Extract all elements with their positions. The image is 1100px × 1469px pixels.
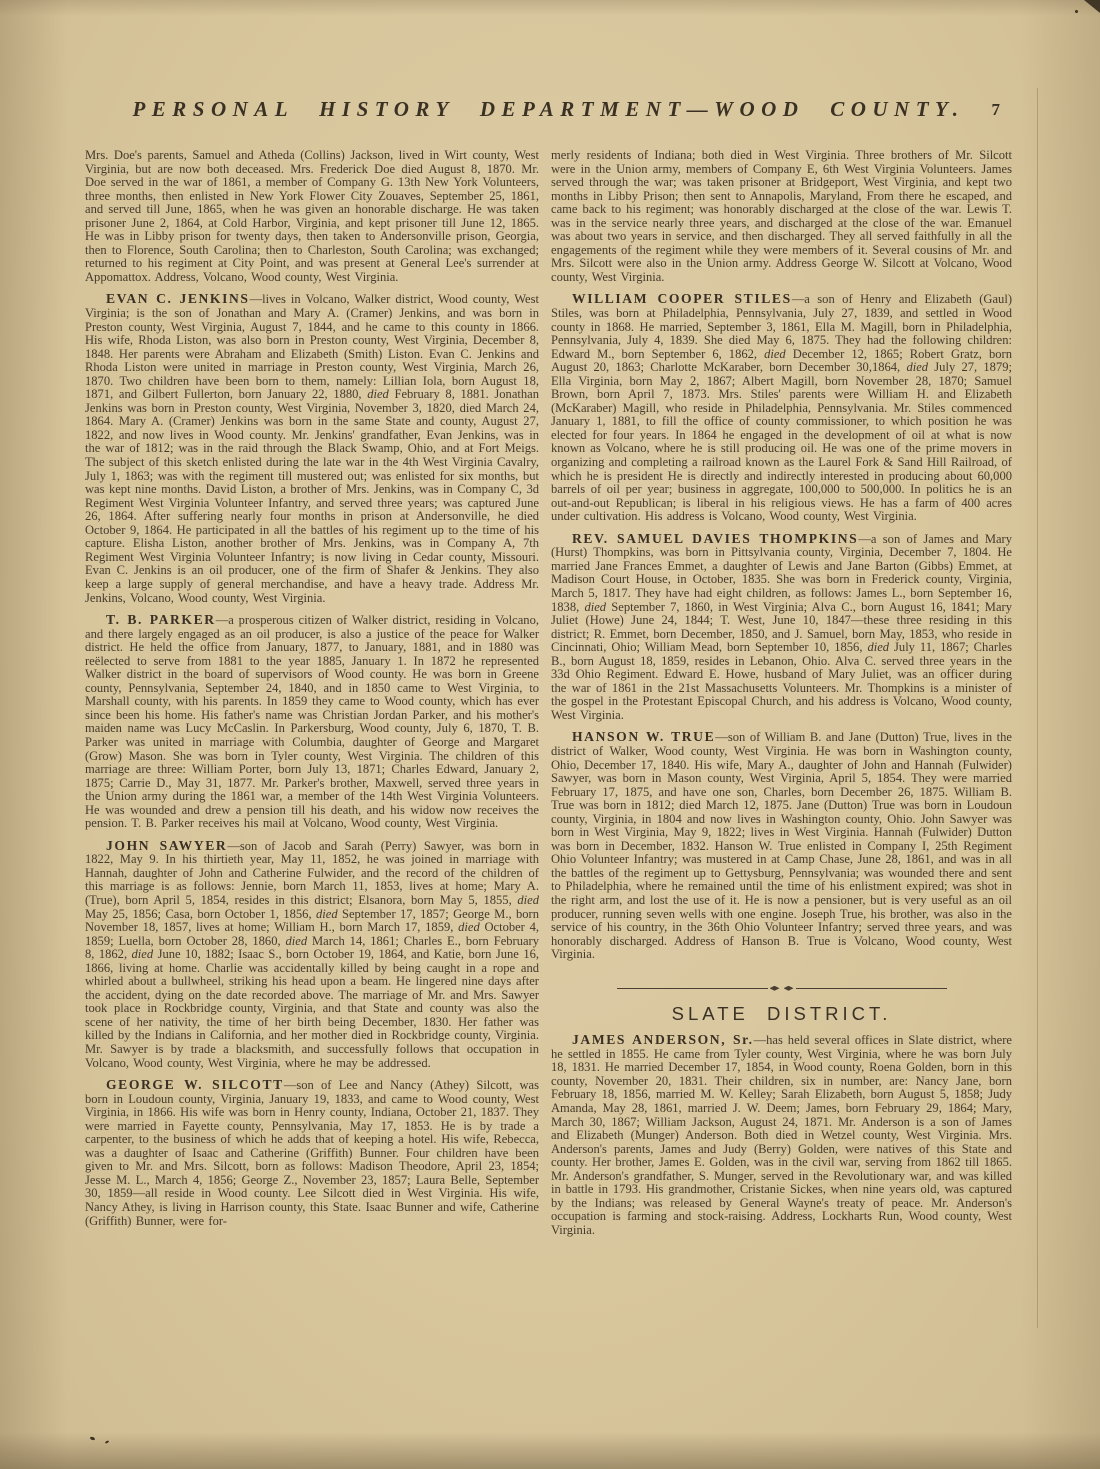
- scan-speck: [90, 1436, 96, 1441]
- page-header: [85, 97, 1012, 122]
- bio-entry-rev-samuel-davies-thompkins: REV. SAMUEL DAVIES THOMPKINS—a son of James and Mary (Hurst) Thompkins, was born in Pittsylvania county, Virginia, December 7, 1804. He married Jane Frances Emmet, a daughter of Lewis and Jane Barton (Gibbs) Emmet, at Madison Court House, in October, 1835. She was born in Frederick county, Virginia, March 5, 1817. They have had eight children, as follows: James L., born September 16, 1838, died September 7, 1860, in West Virginia; Alva C., born August 16, 1841; Mary Juliet (Howe) June 24, 1844; T. West, June 10, 1847—these three residing in this district; R. Emmet, born December, 1850, and J. Samuel, born May, 1853, who reside in Cincinnati, Ohio; William Mead, born September 10, 1856, died July 11, 1867; Charles B., born August 18, 1859, resides in Lebanon, Ohio. Alva C. served three years in the 33d Ohio Regiment. Edward E. Howe, husband of Mary Juliet, was an officer during the war of 1861 in the 21st Massachusetts Volunteers. Mr. Thompkins is a minister of the gospel in the Protestant Episcopal Church, and his address is Volcano, Wood county, West Virginia.: [551, 530, 1013, 722]
- entry-heading: EVAN C. JENKINS: [106, 291, 250, 307]
- divider-diamond-icon: [784, 986, 794, 991]
- divider-rule: [617, 988, 768, 989]
- right-column: [551, 149, 1012, 1245]
- entry-heading: GEORGE W. SILCOTT: [106, 1077, 284, 1093]
- bio-entry-hanson-w-true: HANSON W. TRUE—son of William B. and Jane (Dutton) True, lives in the district of Walker, Wood county, West Virginia. He was born in Washington county, Ohio, December 17, 1840. His wife, Mary A., daughter of John and Hannah (Fulwider) Sawyer, was born in Mason county, West Virginia, April 5, 1854. They were married February 17, 1875, and have one son, Charles, born December 26, 1875. William B. True was born in 1812; died March 12, 1875. Jane (Dutton) True was born in Loudoun county, Virginia, in 1804 and now lives in Washington county, Ohio. John Sawyer was born in West Virginia, May 9, 1822; lives in West Virginia. Hannah (Fulwider) Dutton was born in December, 1832. Hanson W. True enlisted in Company I, 25th Regiment Ohio Volunteer Infantry; was mustered in at Camp Chase, June 28, 1861, and was in all the battles of the regiment up to Gettysburg, Pennsylvania; was wounded there and sent to Philadelphia, where he remained until the time of his enlistment expired; was shot in the right arm, and lost the use of it. He is now a pensioner, but is very useful as an oil producer, running seven wells with one engine. Joseph True, his brother, was also in the service of his country, in the 36th Ohio Volunteer Infantry; served three years, and was honorably discharged. Address of Hanson B. True is Volcano, Wood county, West Virginia.: [551, 729, 1012, 962]
- page-gutter-line: [1037, 88, 1038, 1328]
- entry-heading: HANSON W. TRUE: [572, 729, 716, 745]
- divider-diamond-icon: [770, 986, 780, 991]
- page-title: PERSONAL HISTORY DEPARTMENT—WOOD COUNTY.: [132, 97, 965, 121]
- bio-entry-evan-c-jenkins: EVAN C. JENKINS—lives in Volcano, Walker district, Wood county, West Virginia; is the son of Jonathan and Mary A. (Cramer) Jenkins, and was born in Preston county, West Virginia, August 7, 1844, and he came to this county in 1866. His wife, Rhoda Liston, was also born in Preston county, West Virginia, December 8, 1848. Her parents were Abraham and Elizabeth (Smith) Liston. Evan C. Jenkins and Rhoda Liston were united in marriage in Preston county, West Virginia, March 26, 1870. Two children have been born to them, namely: Lillian Iola, born August 18, 1871, and Gilbert Fullerton, born January 22, 1880, died February 8, 1881. Jonathan Jenkins was born in Preston county, West Virginia, November 3, 1820, died March 24, 1864. Mary A. (Cramer) Jenkins was born in the same State and county, August 27, 1822, and now lives in Wood county. Mr. Jenkins' grandfather, Evan Jenkins, was in the war of 1812; was in the raid through the Black Swamp, Ohio, and at Fort Meigs. The subject of this sketch enlisted during the late war in the 4th West Virginia Cavalry, July 1, 1863; was with the regiment till mustered out; was enlisted for six months, but was kept nine months. David Liston, a brother of Mrs. Jenkins, was in Company C, 3d Regiment West Virginia Volunteer Infantry, and served three years; was captured June 26, 1864. After suffering nearly four months in prison at Andersonville, he died October 9, 1864. He participated in all the battles of his regiment up to the time of his capture. Elisha Liston, another brother of Mrs. Jenkins, was in Company A, 7th Regiment West Virginia Volunteer Infantry; is now living in Cedar county, Missouri. Evan C. Jenkins is an oil producer, one of the firm of Shafer & Jenkins. They also keep a large supply of general merchandise, and have a heavy trade. Address Mr. Jenkins, Volcano, Wood county, West Virginia.: [85, 291, 539, 605]
- bio-entry-t-b-parker: T. B. PARKER—a prosperous citizen of Walker district, residing in Volcano, and there largely engaged as an oil producer, is also a justice of the peace for Walker district. He held the office from January, 1877, to January, 1881, and in 1880 was reëlected to serve from 1881 to the year 1885, January 1. In 1872 he represented Walker district in the board of supervisors of Wood county. He was born in Greene county, Pennsylvania, September 24, 1840, and in 1850 came to West Virginia, to Marshall county, with his parents. In 1859 they came to Wood county, which has ever since been his home. His father's name was Christian Jordan Parker, and his mother's maiden name was Lucy McCaslin. In Parkersburg, Wood county, July 6, 1870, T. B. Parker was united in marriage with Columbia, daughter of George and Margaret (Grow) Mason. She was born in Tyler county, West Virginia. The children of this marriage are three: William Porter, born July 13, 1871; Charles Edward, January 2, 1875; Carrie D., May 31, 1877. Mr. Parker's brother, Maxwell, served three years in the Union army during the 1861 war, a member of the 14th West Virginia Volunteers. He was wounded and drew a pension till his death, and his widow now receives the pension. T. B. Parker receives his mail at Volcano, Wood county, West Virginia.: [85, 612, 539, 831]
- bio-entry-james-anderson-sr: JAMES ANDERSON, Sr.—has held several offices in Slate district, where he settled in 1855. He came from Tyler county, West Virginia, where he was born July 18, 1831. He married December 17, 1854, in Wood county, Roena Golden, born in this county, November 20, 1831. Their children, six in number, are: Nancy Jane, born February 18, 1856, married M. W. Kelley; Sarah Elizabeth, born August 5, 1858; Judy Amanda, May 28, 1861, married J. W. Deem; James, born February 29, 1864; Mary, March 30, 1867; William Jackson, August 24, 1871. Mr. Anderson is a son of James and Elizabeth (Munger) Anderson. Both died in Wetzel county, West Virginia. Mrs. Anderson's parents, James and Judy (Berry) Golden, were natives of this State and county. Her brother, James E. Golden, was in the civil war, serving from 1862 till 1865. Mr. Anderson's grandfather, S. Munger, served in the Revolutionary war, and was killed in battle in 1793. His grandmother, Cristanie Sickes, when nine years old, was captured by the Indians; was released by General Wayne's treaty of peace. Mr. Anderson's occupation is farming and stock-raising. Address, Lockharts Run, Wood county, West Virginia.: [551, 1032, 1012, 1237]
- silcott-continuation: merly residents of Indiana; both died in West Virginia. Three brothers of Mr. Silcott were in the Union army, members of Company E, 6th West Virginia Volunteers. James served through the war; was taken prisoner at Bridgeport, West Virginia, and kept two months in Libby Prison; then sent to Annapolis, Maryland, From there he escaped, and came back to his regiment; was honorably discharged at the close of the war. Lewis T. was in the service nearly three years, and discharged at the close of the war. Emanuel was about two years in service, and then discharged. They all served faithfully in all the engagements of the regiment while they were members of it. Several cousins of Mr. and Mrs. Silcott were also in the Union army. Address George W. Silcott at Volcano, Wood county, West Virginia.: [551, 148, 1012, 284]
- entry-heading: JAMES ANDERSON, Sr.: [572, 1032, 754, 1048]
- left-column: [85, 149, 539, 1236]
- divider-rule: [796, 988, 947, 989]
- page-number: 7: [991, 100, 1000, 119]
- slate-district-heading: SLATE DISTRICT.: [671, 1002, 892, 1024]
- scan-corner-mark: [1084, 0, 1100, 13]
- scan-speck: [1075, 10, 1078, 13]
- bio-entry-william-cooper-stiles: WILLIAM COOPER STILES—a son of Henry and Elizabeth (Gaul) Stiles, was born at Philadelphia, Pennsylvania, July 27, 1839, and settled in Wood county in 1868. He married, September 3, 1861, Ella M. Magill, born in Philadelphia, Pennsylvania, July 4, 1839. She died May 6, 1875. They had the following children: Edward M., born September 6, 1862, died December 12, 1865; Robert Gratz, born August 20, 1863; Charlotte McKaraber, born December 30,1864, died July 27, 1879; Ella Virginia, born May 2, 1867; Albert Magill, born November 28, 1870; Samuel Brown, born April 7, 1873. Mrs. Stiles' parents were William H. and Elizabeth (McKaraber) Magill, who reside in Philadelphia, Pennsylvania. Mr. Stiles commenced January 1, 1881, to fill the office of county commissioner, to which position he was elected for four years. In 1864 he engaged in the development of oil at what is now known as Volcano, where he is still producing oil. He was one of the prime movers in organizing and completing a railroad known as the Laurel Fork & Sand Hill Railroad, of which he is president He is directly and indirectly interested in producing about 60,000 barrels of oil per year; business in aggregate, 100,000 to 500,000. In politics he is an out-and-out Republican; is liberal in his religious views. He has a farm of 400 acres under cultivation. His address is Volcano, Wood county, West Virginia.: [551, 291, 1013, 524]
- doe-continuation: Mrs. Doe's parents, Samuel and Atheda (Collins) Jackson, lived in Wirt county, West Virginia, but are now both deceased. Mrs. Frederick Doe died August 8, 1870. Mr. Doe served in the war of 1861, a member of Company G. 13th New York Volunteers, three months, then enlisted in New York Flower City Zouaves, September 25, 1861, and served till June, 1865, when he was given an honorable discharge. He was taken prisoner June 2, 1864, at Cold Harbor, Virginia, and kept prisoner till June 12, 1865. He was in Libby prison for twenty days, then taken to Andersonville prison, Georgia, then to Florence, South Carolina; then to Charleston, South Carolina; was exchanged; returned to his regiment at City Point, and was present at General Lee's surrender at Appomattox. Address, Volcano, Wood county, West Virginia.: [85, 148, 539, 284]
- entry-heading: T. B. PARKER: [106, 612, 216, 628]
- entry-heading: WILLIAM COOPER STILES: [572, 291, 792, 307]
- entry-heading: REV. SAMUEL DAVIES THOMPKINS: [572, 530, 859, 546]
- scan-speck: [105, 1440, 109, 1444]
- bio-entry-john-sawyer: JOHN SAWYER—son of Jacob and Sarah (Perry) Sawyer, was born in 1822, May 9. In his thirtieth year, May 11, 1852, he was joined in marriage with Hannah, daughter of John and Catherine Fulwider, and the record of the children of this marriage is as follows: Jennie, born March 11, 1853, lives at home; Mary A. (True), born April 5, 1854, resides in this district; Elsanora, born May 5, 1855, died May 25, 1856; Casa, born October 1, 1856, died September 17, 1857; George M., born November 18, 1857, lives at home; William H., born March 17, 1859, died October 4, 1859; Luella, born October 28, 1860, died March 14, 1861; Charles E., born February 8, 1862, died June 10, 1882; Isaac S., born October 19, 1864, and Katie, born June 16, 1866, living at home. Charlie was accidentally killed by being caught in a rope and whirled about a bullwheel, striking his head upon a beam. He lingered nine days after the accident, dying on the date recorded above. The marriage of Mr. and Mrs. Sawyer took place in Rockbridge county, Virginia, and that State and county was also the scene of her nativity, the time of her birth being December, 1830. Her father was killed by the Indians in California, and her mother died in Rockbridge county, Virginia. Mr. Sawyer is by trade a blacksmith, and successfully follows that occupation in Volcano, Wood county, West Virginia, where he may be addressed.: [85, 837, 540, 1070]
- section-divider: [617, 986, 947, 991]
- entry-heading: JOHN SAWYER: [106, 837, 228, 853]
- bio-entry-george-w-silcott: GEORGE W. SILCOTT—son of Lee and Nancy (Athey) Silcott, was born in Loudoun county, Virginia, January 19, 1833, and came to Wood county, West Virginia, in 1866. His wife was born in Henry county, Indiana, October 21, 1837. They were married in Fayette county, Pennsylvania, May 17, 1853. He is by trade a carpenter, to the business of which he adds that of keeping a hotel. His wife, Rebecca, was a daughter of Isaac and Catherine (Griffith) Bunner. Four children have been given to Mr. and Mrs. Silcott, born as follows: Madison Theodore, April 23, 1854; Jesse M. L., March 4, 1856; George Z., November 23, 1857; Laura Belle, September 30, 1859—all reside in Wood county. Lee Silcott died in West Virginia. His wife, Nancy Athey, is living in Harrison county, this State. Isaac Bunner and wife, Catherine (Griffith) Bunner, were for-: [85, 1077, 539, 1228]
